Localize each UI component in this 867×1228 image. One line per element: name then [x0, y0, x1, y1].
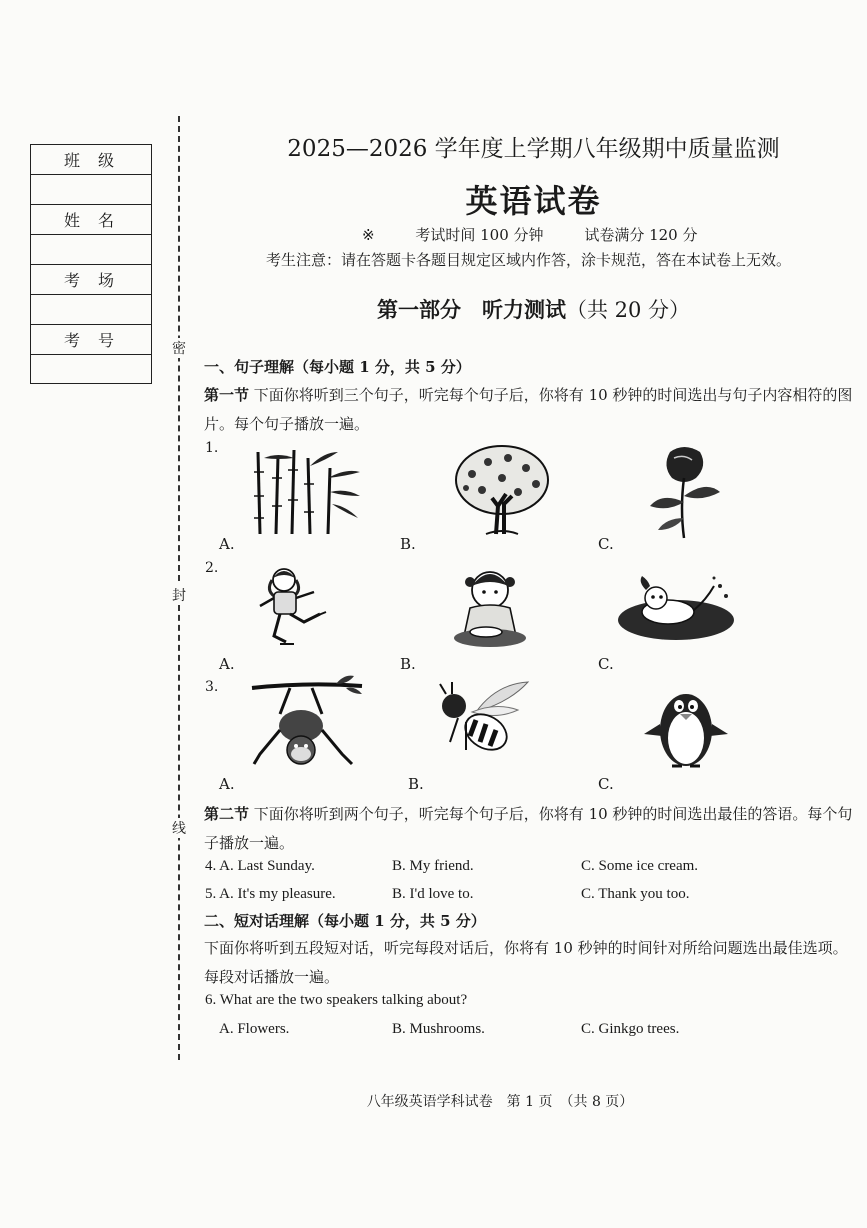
q2-option-b[interactable]: B. [400, 655, 416, 673]
sub2-text: 下面你将听到两个句子，听完每个句子后，你将有 10 秒钟的时间选出最佳的答语。每个句子播放一遍。 [204, 805, 853, 852]
q2-option-a[interactable]: A. [219, 655, 235, 673]
room-field[interactable] [31, 295, 151, 325]
sub1-label: 第一节 [204, 386, 250, 404]
q2-number: 2. [205, 560, 219, 576]
dog-in-puddle-icon [616, 574, 738, 642]
section2-instructions: 下面你将听到五段短对话，听完每段对话后，你将有 10 秒钟的时间针对所给问题选出最佳选项。每段对话播放一遍。 [204, 939, 848, 986]
q1-option-c[interactable]: C. [598, 535, 614, 553]
exam-time: 考试时间 100 分钟 [415, 226, 544, 244]
q3-number: 3. [205, 679, 219, 695]
exam-subtitle: 英语试卷 [465, 182, 602, 220]
monkey-icon [250, 674, 364, 770]
sub2-label: 第二节 [204, 805, 250, 823]
number-label: 考号 [31, 325, 151, 355]
q5-option-c[interactable]: C. Thank you too. [581, 886, 690, 902]
q1-option-b[interactable]: B. [400, 535, 416, 553]
bee-icon [436, 682, 530, 760]
class-field[interactable] [31, 175, 151, 205]
reference-mark: ※ [362, 226, 375, 244]
q6-option-c[interactable]: C. Ginkgo trees. [581, 1021, 680, 1037]
name-label: 姓名 [31, 205, 151, 235]
section1-sub1-instructions [204, 381, 858, 439]
q3-option-a[interactable]: A. [219, 775, 235, 793]
q4-option-a[interactable]: 4. A. Last Sunday. [205, 858, 315, 874]
q3-option-b[interactable]: B. [408, 775, 424, 793]
bamboo-icon [248, 448, 366, 536]
exam-title: 2025—2026 学年度上学期八年级期中质量监测 [287, 136, 780, 162]
q6-option-a[interactable]: A. Flowers. [219, 1021, 290, 1037]
q5-option-a[interactable]: 5. A. It's my pleasure. [205, 886, 336, 902]
seal-char-mi: 密 [168, 338, 190, 358]
child-playing-mud-icon [446, 566, 538, 650]
section1-heading: 一、句子理解（每小题 1 分，共 5 分） [204, 358, 471, 376]
q3-option-c[interactable]: C. [598, 775, 614, 793]
number-field[interactable] [31, 355, 151, 385]
q1-number: 1. [205, 440, 219, 456]
name-field[interactable] [31, 235, 151, 265]
q1-option-a[interactable]: A. [219, 535, 235, 553]
q4-option-c[interactable]: C. Some ice cream. [581, 858, 699, 874]
part1-title [200, 294, 867, 324]
tree-icon [452, 444, 552, 536]
seal-char-xian: 线 [168, 818, 190, 838]
q6-option-b[interactable]: B. Mushrooms. [392, 1021, 485, 1037]
part1-name: 第一部分 听力测试 [376, 297, 566, 322]
sub1-text: 下面你将听到三个句子，听完每个句子后，你将有 10 秒钟的时间选出与句子内容相符的图片。每个句子播放一遍。 [204, 386, 853, 433]
part1-score: （共 20 分） [565, 298, 691, 322]
exam-full-score: 试卷满分 120 分 [584, 226, 698, 244]
penguin-icon [644, 684, 728, 770]
room-label: 考场 [31, 265, 151, 295]
student-info-table [30, 144, 152, 384]
exam-notice: 考生注意：请在答题卡各题目规定区域内作答，涂卡规范，答在本试卷上无效。 [266, 251, 792, 269]
girl-skating-icon [258, 566, 334, 650]
page-footer: 八年级英语学科试卷 第 1 页 （共 8 页） [366, 1094, 634, 1110]
seal-char-feng: 封 [168, 585, 190, 605]
exam-time-info [362, 224, 733, 245]
q5-option-b[interactable]: B. I'd love to. [392, 886, 474, 902]
q4-option-b[interactable]: B. My friend. [392, 858, 474, 874]
class-label: 班级 [31, 145, 151, 175]
rose-icon [640, 446, 726, 540]
q2-option-c[interactable]: C. [598, 655, 614, 673]
section1-sub2-instructions [204, 800, 858, 858]
section2-heading: 二、短对话理解（每小题 1 分，共 5 分） [204, 912, 486, 930]
q6-question: 6. What are the two speakers talking about? [205, 992, 468, 1008]
